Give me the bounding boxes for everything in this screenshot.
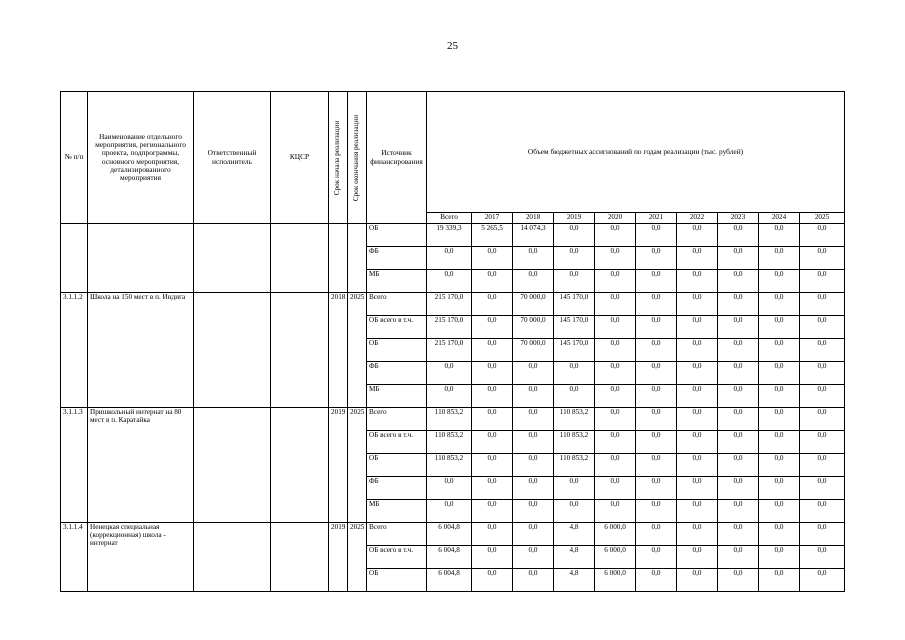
cell-value: 0,0	[513, 431, 554, 454]
cell-value: 6 000,0	[595, 569, 636, 592]
cell-start: 2018	[329, 293, 348, 408]
cell-value: 0,0	[718, 224, 759, 247]
cell-no: 3.1.1.3	[61, 408, 88, 523]
cell-value: 215 170,0	[427, 293, 472, 316]
cell-responsible	[194, 293, 271, 408]
cell-value: 0,0	[759, 454, 800, 477]
cell-value: 110 853,2	[427, 431, 472, 454]
cell-value: 0,0	[554, 270, 595, 293]
table-row	[61, 408, 845, 431]
cell-value: 14 074,3	[513, 224, 554, 247]
cell-value: 0,0	[513, 362, 554, 385]
cell-value: 0,0	[513, 546, 554, 569]
header-year-3: 2019	[554, 213, 595, 224]
cell-value: 0,0	[677, 270, 718, 293]
cell-value: 0,0	[800, 408, 845, 431]
cell-value: 0,0	[554, 224, 595, 247]
table-header	[61, 92, 845, 224]
cell-value: 4,8	[554, 569, 595, 592]
table-row	[61, 224, 845, 247]
cell-value: 0,0	[513, 454, 554, 477]
cell-value: 0,0	[554, 247, 595, 270]
cell-value: 0,0	[595, 477, 636, 500]
cell-value: 0,0	[718, 316, 759, 339]
cell-value: 0,0	[677, 500, 718, 523]
cell-value: 0,0	[427, 385, 472, 408]
cell-value: 0,0	[677, 546, 718, 569]
header-col-start-label: Срок начала реализации	[333, 120, 342, 195]
cell-value: 0,0	[800, 270, 845, 293]
cell-value: 0,0	[677, 477, 718, 500]
cell-value: 0,0	[759, 224, 800, 247]
cell-value: 0,0	[677, 569, 718, 592]
cell-value: 0,0	[759, 408, 800, 431]
cell-value: 70 000,0	[513, 316, 554, 339]
cell-source: МБ	[367, 500, 427, 523]
cell-value: 0,0	[636, 385, 677, 408]
cell-value: 0,0	[636, 408, 677, 431]
cell-value: 0,0	[472, 270, 513, 293]
header-year-2: 2018	[513, 213, 554, 224]
cell-value: 0,0	[595, 385, 636, 408]
cell-value: 0,0	[677, 431, 718, 454]
cell-value: 0,0	[636, 316, 677, 339]
cell-value: 0,0	[677, 385, 718, 408]
cell-source: ФБ	[367, 247, 427, 270]
cell-value: 110 853,2	[554, 454, 595, 477]
header-year-8: 2024	[759, 213, 800, 224]
cell-name: Ненецкая специальная (коррекционная) школа - интернат	[88, 523, 194, 592]
cell-value: 0,0	[513, 569, 554, 592]
cell-no	[61, 224, 88, 293]
cell-kcsr	[271, 408, 329, 523]
cell-value: 0,0	[595, 454, 636, 477]
cell-source: ОБ всего в т.ч.	[367, 546, 427, 569]
cell-value: 0,0	[718, 270, 759, 293]
cell-value: 0,0	[718, 247, 759, 270]
cell-value: 0,0	[800, 500, 845, 523]
header-year-7: 2023	[718, 213, 759, 224]
cell-name: Пришкольный интернат на 80 мест в п. Каратайка	[88, 408, 194, 523]
cell-value: 0,0	[800, 316, 845, 339]
cell-no: 3.1.1.4	[61, 523, 88, 592]
cell-value: 0,0	[636, 339, 677, 362]
cell-value: 70 000,0	[513, 339, 554, 362]
cell-value: 110 853,2	[554, 408, 595, 431]
table-row	[61, 293, 845, 316]
header-year-6: 2022	[677, 213, 718, 224]
cell-value: 0,0	[759, 500, 800, 523]
cell-value: 0,0	[472, 500, 513, 523]
cell-value: 0,0	[472, 293, 513, 316]
cell-value: 0,0	[513, 247, 554, 270]
cell-kcsr	[271, 523, 329, 592]
cell-responsible	[194, 523, 271, 592]
cell-value: 0,0	[472, 546, 513, 569]
cell-value: 0,0	[427, 477, 472, 500]
cell-value: 0,0	[800, 362, 845, 385]
cell-value: 6 004,8	[427, 569, 472, 592]
cell-source: ФБ	[367, 477, 427, 500]
cell-value: 0,0	[718, 523, 759, 546]
cell-value: 0,0	[718, 546, 759, 569]
cell-value: 0,0	[636, 270, 677, 293]
cell-value: 0,0	[636, 569, 677, 592]
cell-value: 6 000,0	[595, 523, 636, 546]
cell-value: 0,0	[800, 293, 845, 316]
cell-source: ОБ	[367, 454, 427, 477]
cell-value: 0,0	[636, 362, 677, 385]
cell-value: 0,0	[759, 431, 800, 454]
cell-value: 0,0	[595, 362, 636, 385]
cell-value: 0,0	[677, 408, 718, 431]
cell-source: ОБ	[367, 569, 427, 592]
cell-start: 2019	[329, 408, 348, 523]
cell-value: 0,0	[472, 316, 513, 339]
cell-value: 0,0	[554, 362, 595, 385]
cell-source: МБ	[367, 270, 427, 293]
cell-value: 0,0	[718, 385, 759, 408]
cell-value: 4,8	[554, 546, 595, 569]
header-col-volume: Объем бюджетных ассигнований по годам реализации (тыс. рублей)	[427, 92, 845, 213]
cell-value: 0,0	[759, 569, 800, 592]
cell-value: 0,0	[800, 224, 845, 247]
cell-value: 0,0	[595, 224, 636, 247]
header-col-kcsr: КЦСР	[271, 92, 329, 224]
cell-value: 0,0	[759, 546, 800, 569]
cell-value: 0,0	[800, 477, 845, 500]
cell-value: 0,0	[800, 385, 845, 408]
cell-value: 0,0	[718, 454, 759, 477]
cell-value: 0,0	[759, 270, 800, 293]
cell-responsible	[194, 408, 271, 523]
cell-value: 0,0	[554, 500, 595, 523]
cell-value: 0,0	[759, 293, 800, 316]
cell-value: 0,0	[513, 523, 554, 546]
cell-value: 215 170,0	[427, 316, 472, 339]
cell-value: 0,0	[800, 546, 845, 569]
table-row	[61, 523, 845, 546]
table-body	[61, 224, 845, 592]
cell-source: МБ	[367, 385, 427, 408]
cell-value: 0,0	[759, 523, 800, 546]
cell-value: 0,0	[472, 569, 513, 592]
header-col-name: Наименование отдельного мероприятия, регионального проекта, подпрограммы, основного мероприятия, детализированного мероприятия	[88, 92, 194, 224]
cell-value: 0,0	[800, 454, 845, 477]
cell-end: 2025	[348, 523, 367, 592]
cell-value: 0,0	[472, 477, 513, 500]
cell-end: 2025	[348, 408, 367, 523]
cell-end	[348, 224, 367, 293]
cell-value: 0,0	[677, 523, 718, 546]
cell-value: 0,0	[595, 408, 636, 431]
cell-value: 0,0	[677, 224, 718, 247]
cell-value: 215 170,0	[427, 339, 472, 362]
header-year-4: 2020	[595, 213, 636, 224]
cell-source: ФБ	[367, 362, 427, 385]
header-year-0: Всего	[427, 213, 472, 224]
cell-value: 0,0	[513, 385, 554, 408]
cell-source: ОБ всего в т.ч.	[367, 316, 427, 339]
cell-value: 110 853,2	[427, 408, 472, 431]
cell-value: 0,0	[677, 293, 718, 316]
cell-name	[88, 224, 194, 293]
cell-value: 0,0	[472, 523, 513, 546]
cell-source: Всего	[367, 293, 427, 316]
cell-value: 0,0	[554, 385, 595, 408]
budget-table	[60, 91, 845, 592]
cell-value: 0,0	[677, 316, 718, 339]
cell-value: 4,8	[554, 523, 595, 546]
cell-start	[329, 224, 348, 293]
page-number: 25	[447, 40, 458, 52]
cell-value: 0,0	[472, 431, 513, 454]
cell-value: 110 853,2	[427, 454, 472, 477]
cell-value: 0,0	[759, 477, 800, 500]
cell-value: 0,0	[427, 362, 472, 385]
cell-value: 0,0	[759, 247, 800, 270]
cell-value: 0,0	[595, 270, 636, 293]
cell-value: 0,0	[718, 431, 759, 454]
cell-value: 0,0	[718, 500, 759, 523]
header-year-1: 2017	[472, 213, 513, 224]
cell-source: Всего	[367, 523, 427, 546]
cell-value: 0,0	[800, 247, 845, 270]
cell-value: 0,0	[513, 500, 554, 523]
cell-value: 0,0	[718, 408, 759, 431]
cell-value: 0,0	[677, 454, 718, 477]
cell-value: 145 170,0	[554, 339, 595, 362]
cell-value: 6 004,8	[427, 523, 472, 546]
cell-value: 0,0	[677, 247, 718, 270]
cell-value: 0,0	[472, 385, 513, 408]
header-year-5: 2021	[636, 213, 677, 224]
header-col-responsible: Ответственный исполнитель	[194, 92, 271, 224]
cell-value: 0,0	[595, 316, 636, 339]
cell-value: 0,0	[636, 224, 677, 247]
cell-value: 0,0	[472, 247, 513, 270]
cell-value: 0,0	[718, 477, 759, 500]
cell-value: 6 000,0	[595, 546, 636, 569]
cell-value: 145 170,0	[554, 293, 595, 316]
cell-value: 5 265,5	[472, 224, 513, 247]
cell-start: 2019	[329, 523, 348, 592]
cell-value: 0,0	[427, 500, 472, 523]
cell-value: 0,0	[636, 454, 677, 477]
cell-value: 0,0	[513, 477, 554, 500]
cell-value: 0,0	[427, 270, 472, 293]
cell-value: 0,0	[636, 293, 677, 316]
cell-value: 0,0	[595, 339, 636, 362]
cell-value: 0,0	[718, 569, 759, 592]
cell-value: 0,0	[636, 546, 677, 569]
cell-value: 0,0	[595, 293, 636, 316]
cell-no: 3.1.1.2	[61, 293, 88, 408]
cell-value: 0,0	[636, 247, 677, 270]
cell-value: 0,0	[718, 339, 759, 362]
cell-value: 0,0	[718, 293, 759, 316]
cell-responsible	[194, 224, 271, 293]
cell-value: 0,0	[636, 477, 677, 500]
cell-value: 0,0	[472, 408, 513, 431]
cell-value: 19 339,3	[427, 224, 472, 247]
header-col-end	[348, 92, 367, 224]
cell-value: 0,0	[595, 431, 636, 454]
cell-kcsr	[271, 293, 329, 408]
cell-value: 0,0	[800, 431, 845, 454]
cell-value: 0,0	[472, 339, 513, 362]
cell-value: 0,0	[759, 362, 800, 385]
cell-value: 0,0	[636, 523, 677, 546]
cell-value: 0,0	[513, 270, 554, 293]
cell-value: 0,0	[636, 431, 677, 454]
cell-value: 0,0	[595, 500, 636, 523]
cell-value: 0,0	[759, 316, 800, 339]
cell-source: ОБ	[367, 224, 427, 247]
cell-value: 0,0	[554, 477, 595, 500]
cell-source: ОБ всего в т.ч.	[367, 431, 427, 454]
cell-value: 0,0	[472, 454, 513, 477]
cell-name: Школа на 150 мест в п. Индига	[88, 293, 194, 408]
cell-end: 2025	[348, 293, 367, 408]
cell-value: 70 000,0	[513, 293, 554, 316]
cell-source: Всего	[367, 408, 427, 431]
cell-value: 145 170,0	[554, 316, 595, 339]
cell-value: 0,0	[595, 247, 636, 270]
cell-value: 0,0	[718, 362, 759, 385]
cell-value: 0,0	[800, 569, 845, 592]
cell-value: 0,0	[513, 408, 554, 431]
header-col-start	[329, 92, 348, 224]
cell-value: 0,0	[759, 385, 800, 408]
cell-value: 0,0	[800, 339, 845, 362]
header-col-end-label: Срок окончания реализации	[352, 114, 361, 201]
cell-value: 0,0	[677, 362, 718, 385]
cell-value: 0,0	[677, 339, 718, 362]
cell-value: 110 853,2	[554, 431, 595, 454]
header-col-source: Источник финансирования	[367, 92, 427, 224]
cell-value: 0,0	[759, 339, 800, 362]
header-col-no: № п/п	[61, 92, 88, 224]
header-year-9: 2025	[800, 213, 845, 224]
cell-source: ОБ	[367, 339, 427, 362]
cell-value: 0,0	[800, 523, 845, 546]
cell-value: 0,0	[427, 247, 472, 270]
cell-value: 0,0	[636, 500, 677, 523]
cell-value: 6 004,8	[427, 546, 472, 569]
cell-kcsr	[271, 224, 329, 293]
cell-value: 0,0	[472, 362, 513, 385]
